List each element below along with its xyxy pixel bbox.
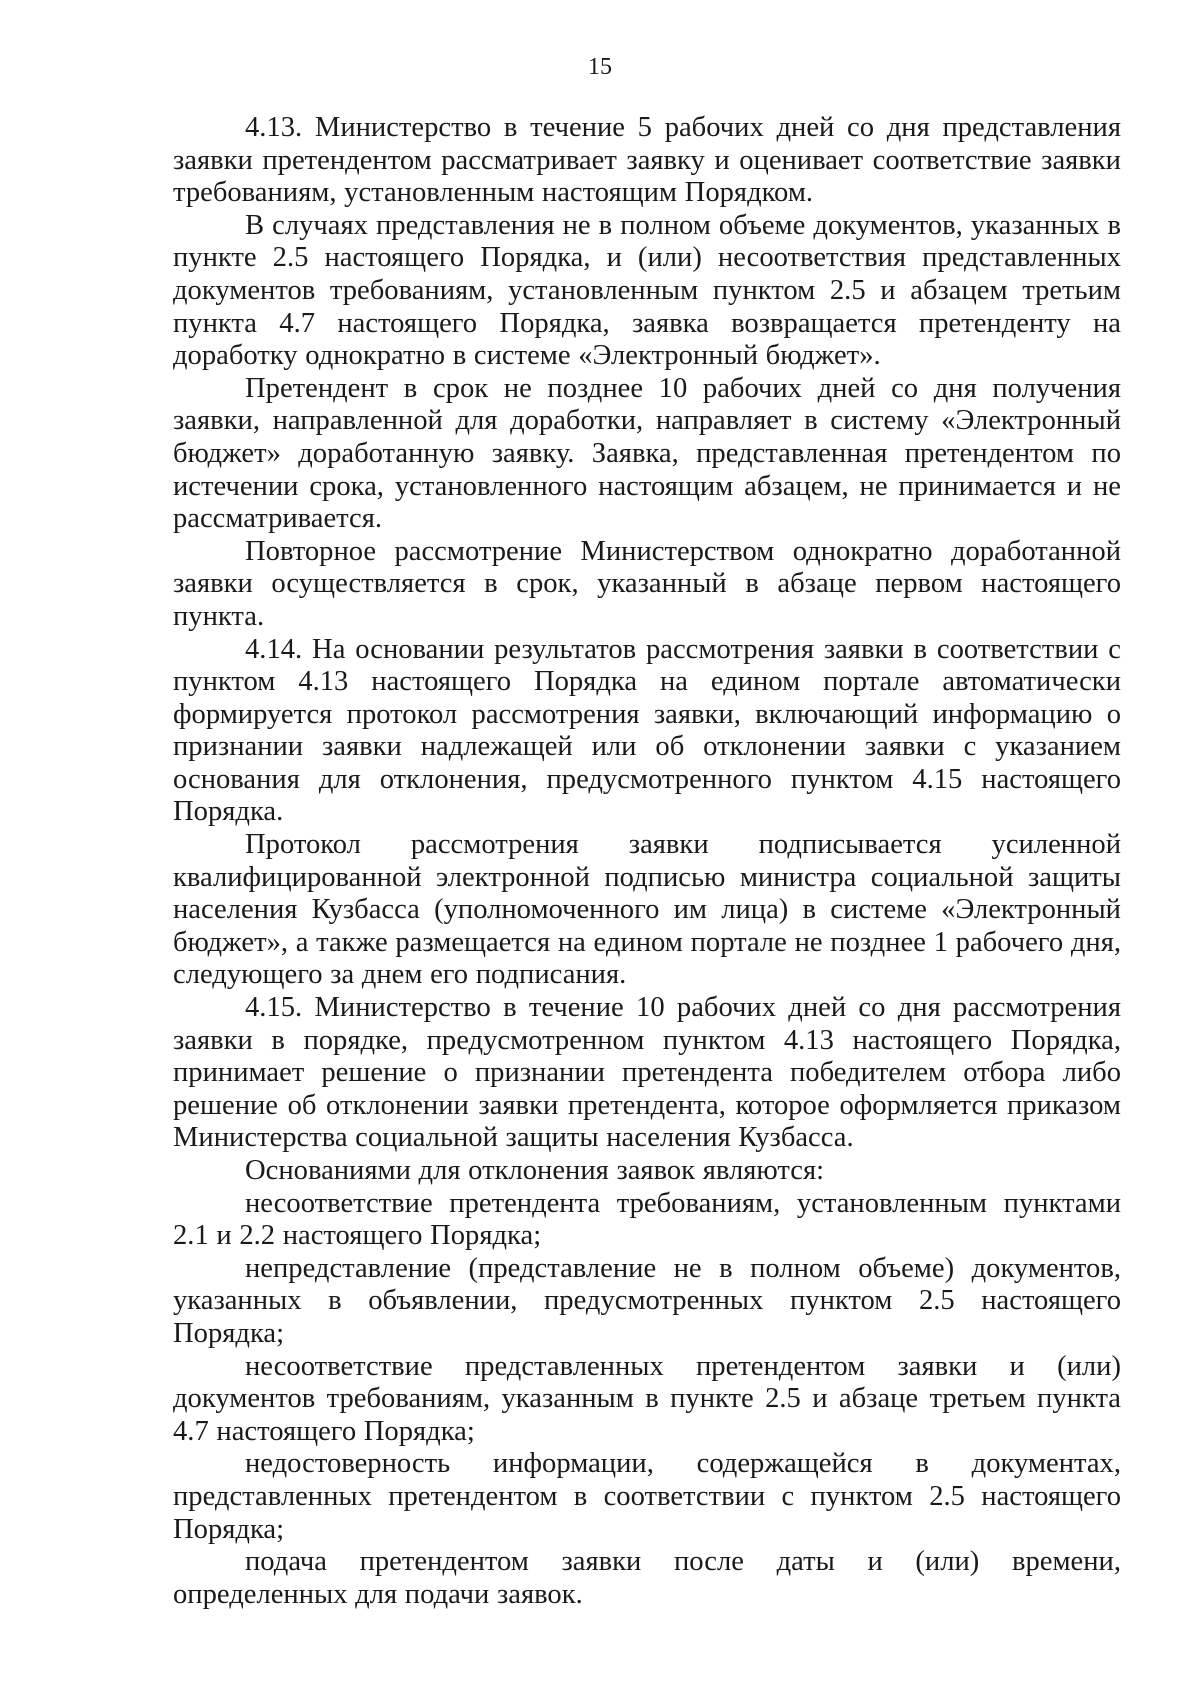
list-item-ground-missing-documents: непредставление (представление не в полном объеме) документов, указанных в объявлении, предусмотренных пунктом 2.5 настоящего Порядка; (173, 1252, 1121, 1349)
paragraph-revision-deadline: Претендент в срок не позднее 10 рабочих дней со дня получения заявки, направленной для доработки, направляет в систему «Электронный бюджет» доработанную заявку. Заявка, представленная претендентом по истечении срока, установленного настоящим абзацем, не принимается и не рассматривается. (173, 372, 1121, 535)
list-item-ground-nonconformity: несоответствие представленных претендентом заявки и (или) документов требованиям, указанным в пункте 2.5 и абзаце третьем пункта 4.7 настоящего Порядка; (173, 1350, 1121, 1447)
paragraph-rejection-grounds-intro: Основаниями для отклонения заявок являются: (245, 1155, 825, 1186)
paragraph-4-13: 4.13. Министерство в течение 5 рабочих дней со дня представления заявки претендентом рассматривает заявку и оценивает соответствие заявки требованиям, установленным настоящим Порядком. (173, 112, 1121, 209)
list-item-ground-requirements: несоответствие претендента требованиям, установленным пунктами 2.1 и 2.2 настоящего Порядка; (173, 1187, 1121, 1252)
paragraph-4-14: 4.14. На основании результатов рассмотрения заявки в соответствии с пунктом 4.13 настоящего Порядка на едином портале автоматически формируется протокол рассмотрения заявки, включающий информацию о признании заявки надлежащей или об отклонении заявки с указанием основания для отклонения, предусмотренного пунктом 4.15 настоящего Порядка. (173, 633, 1121, 828)
list-item-ground-false-information: недостоверность информации, содержащейся в документах, представленных претендентом в соответствии с пунктом 2.5 настоящего Порядка; (173, 1448, 1121, 1545)
paragraph-return-for-revision: В случаях представления не в полном объеме документов, указанных в пункте 2.5 настоящего Порядка, и (или) несоответствия представленных документов требованиям, установленным пунктом 2.5 и абзацем третьим пункта 4.7 настоящего Порядка, заявка возвращается претенденту на доработку однократно в системе «Электронный бюджет». (173, 209, 1121, 372)
paragraph-protocol-signing: Протокол рассмотрения заявки подписывается усиленной квалифицированной электронной подписью министра социальной защиты населения Кузбасса (уполномоченного им лица) в системе «Электронный бюджет», а также размещается на едином портале не позднее 1 рабочего дня, следующего за днем его подписания. (173, 829, 1121, 991)
list-item-ground-late-submission: подача претендентом заявки после даты и (или) времени, определенных для подачи заявок. (173, 1546, 1121, 1610)
document-body (173, 112, 1121, 1611)
paragraph-4-15: 4.15. Министерство в течение 10 рабочих дней со дня рассмотрения заявки в порядке, предусмотренном пунктом 4.13 настоящего Порядка, принимает решение о признании претендента победителем отбора либо решение об отклонении заявки претендента, которое оформляется приказом Министерства социальной защиты населения Кузбасса. (173, 992, 1121, 1154)
page-number: 15 (588, 54, 612, 80)
paragraph-repeat-review: Повторное рассмотрение Министерством однократно доработанной заявки осуществляется в срок, указанный в абзаце первом настоящего пункта. (173, 535, 1121, 632)
